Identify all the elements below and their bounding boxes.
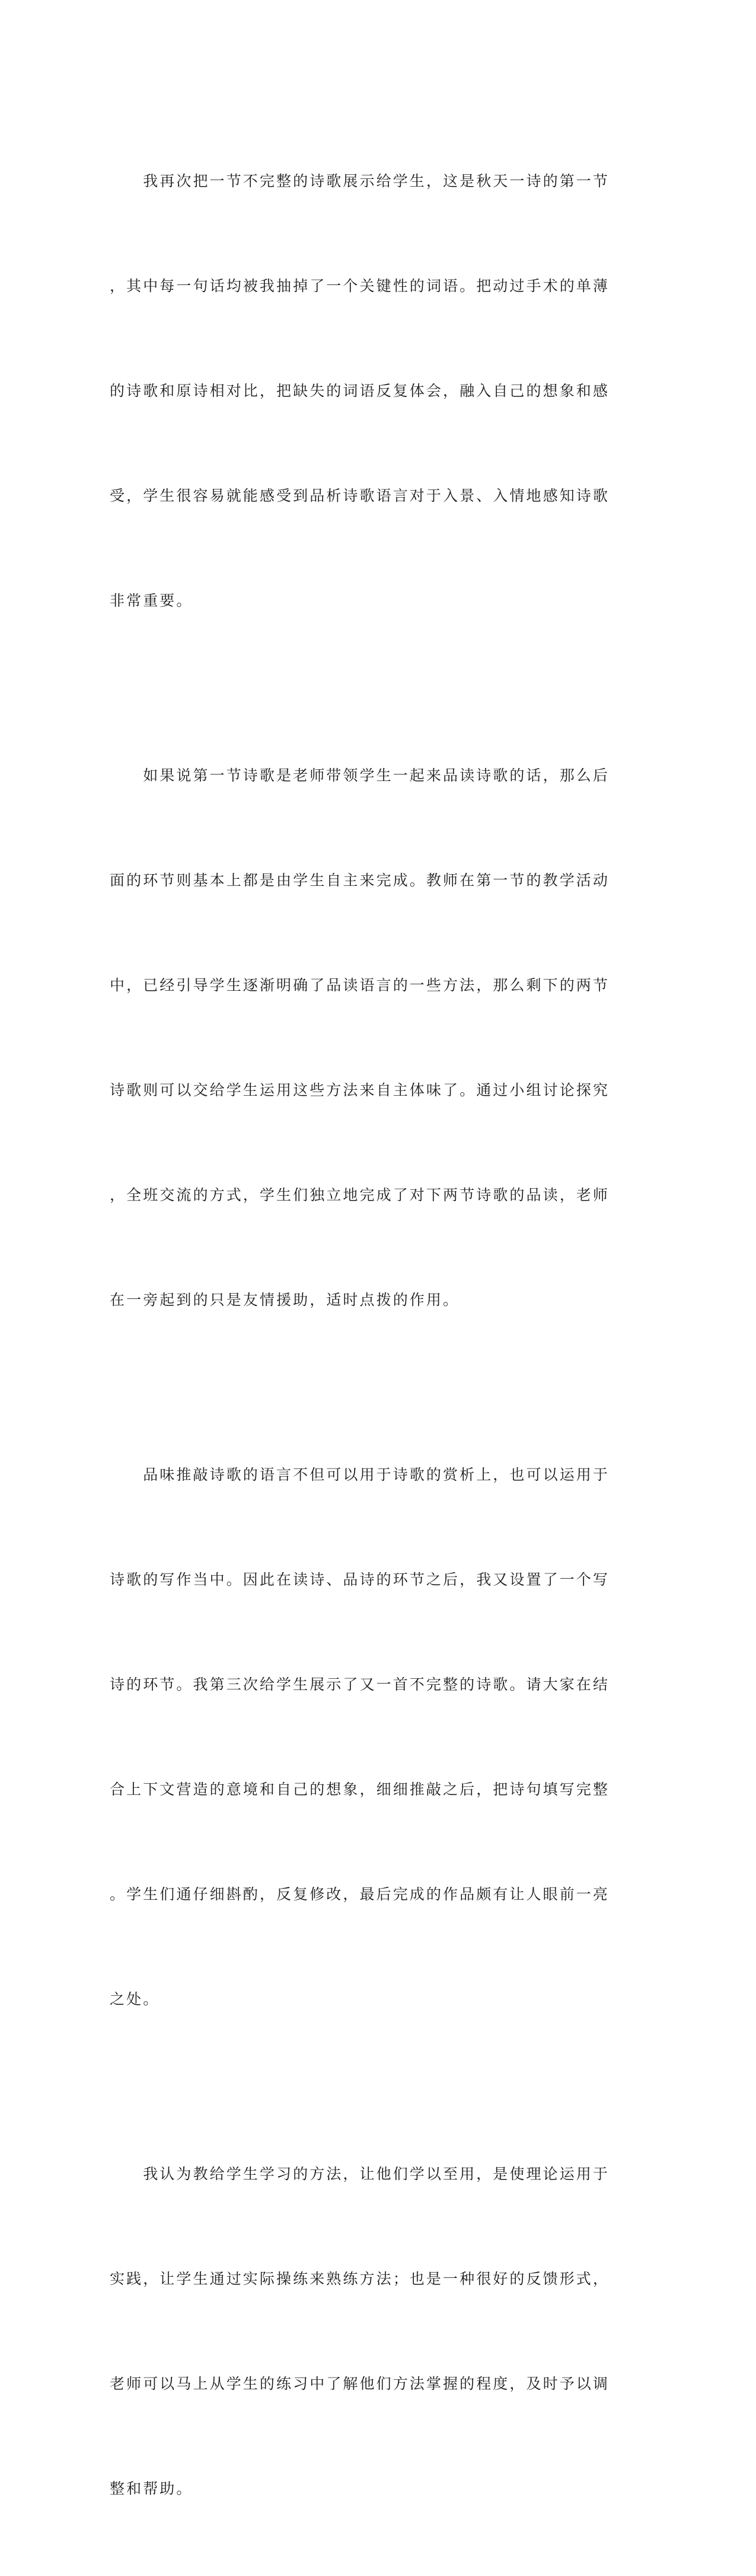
text-line: 受，学生很容易就能感受到品析诗歌语言对于入景、入情地感知诗歌 xyxy=(110,487,610,504)
paragraph-4 xyxy=(110,2087,620,2576)
text-line: 之处。 xyxy=(110,1991,160,2008)
text-line: 的诗歌和原诗相对比，把缺失的词语反复体会，融入自己的想象和感 xyxy=(110,382,610,399)
text-line: 面的环节则基本上都是由学生自主来完成。教师在第一节的教学活动 xyxy=(110,872,610,889)
text-line: 合上下文营造的意境和自己的想象，细细推敲之后，把诗句填写完整 xyxy=(110,1781,610,1798)
text-line: 整和帮助。 xyxy=(110,2480,193,2497)
text-line: 老师可以马上从学生的练习中了解他们方法掌握的程度，及时予以调 xyxy=(110,2375,610,2392)
text-line: 诗的环节。我第三次给学生展示了又一首不完整的诗歌。请大家在结 xyxy=(110,1676,610,1693)
paragraph-2 xyxy=(110,688,620,1387)
text-line: ，其中每一句话均被我抽掉了一个关键性的词语。把动过手术的单薄 xyxy=(110,277,610,295)
text-line: 我再次把一节不完整的诗歌展示给学生，这是秋天一诗的第一节 xyxy=(110,172,610,190)
text-line: 。学生们通仔细斟酌，反复修改，最后完成的作品颇有让人眼前一亮 xyxy=(110,1886,610,1903)
text-line: 诗歌的写作当中。因此在读诗、品诗的环节之后，我又设置了一个写 xyxy=(110,1571,610,1588)
document-body xyxy=(110,94,620,2576)
paragraph-3 xyxy=(110,1387,620,2087)
text-line: 中，已经引导学生逐渐明确了品读语言的一些方法，那么剩下的两节 xyxy=(110,977,610,994)
text-line: 诗歌则可以交给学生运用这些方法来自主体味了。通过小组讨论探究 xyxy=(110,1081,610,1099)
text-line: 非常重要。 xyxy=(110,592,193,609)
text-line: 如果说第一节诗歌是老师带领学生一起来品读诗歌的话，那么后 xyxy=(110,767,610,784)
text-line: 实践，让学生通过实际操练来熟练方法；也是一种很好的反馈形式， xyxy=(110,2270,610,2287)
paragraph-1 xyxy=(110,94,620,688)
text-line: ，全班交流的方式，学生们独立地完成了对下两节诗歌的品读，老师 xyxy=(110,1186,610,1204)
text-line: 品味推敲诗歌的语言不但可以用于诗歌的赏析上，也可以运用于 xyxy=(110,1466,610,1483)
text-line: 我认为教给学生学习的方法，让他们学以至用，是使理论运用于 xyxy=(110,2165,610,2183)
text-line: 在一旁起到的只是友情援助，适时点拨的作用。 xyxy=(110,1291,460,1308)
